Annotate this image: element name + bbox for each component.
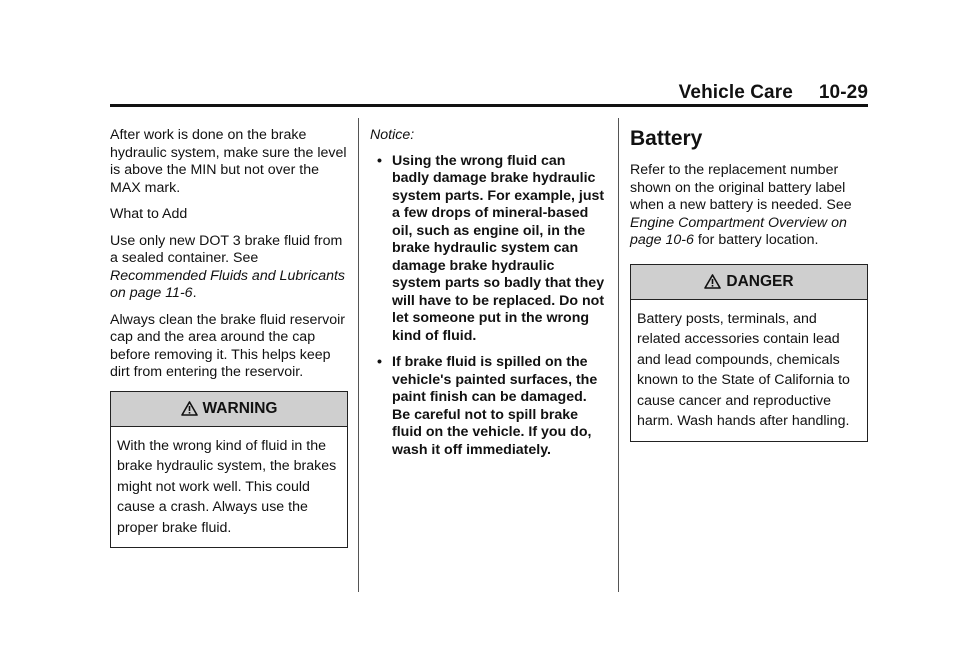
column-divider-2 [618, 118, 619, 592]
paragraph-battery-text: Refer to the replacement number shown on the original battery label when a new battery is needed. See [630, 162, 852, 213]
paragraph-dot3-end: . [192, 285, 197, 301]
paragraph-after-work: After work is done on the brake hydraulic system, make sure the level is above the MIN but not over the MAX mark. [110, 127, 347, 196]
bullet-icon: • [377, 152, 382, 169]
page-header [110, 82, 868, 104]
bullet-icon: • [377, 354, 382, 370]
column-divider-1 [358, 118, 359, 592]
notice-title: Notice: [370, 127, 415, 143]
warning-box [110, 391, 348, 549]
paragraph-battery-end: for battery location. [693, 232, 819, 248]
link-engine-compartment[interactable]: Engine Compartment Overview on page 10-6 [630, 214, 847, 248]
paragraph-clean-cap: Always clean the brake fluid reservoir cap and the area around the cap before removing it. This helps keep dirt from entering the reservoir. [110, 311, 345, 380]
list-item [370, 354, 606, 459]
link-recommended-fluids[interactable]: Recommended Fluids and Lubricants on page 11-6 [110, 267, 346, 301]
list-item-text: If brake fluid is spilled on the vehicle's painted surfaces, the paint finish can be damaged. Be careful not to spill brake fluid on the vehicle. If you do, wash it off immediately. [392, 354, 598, 458]
page-number: 10-29 [818, 82, 868, 103]
caution-triangle-icon [181, 401, 198, 416]
paragraph-dot3-text: Use only new DOT 3 brake fluid from a sealed container. See [110, 232, 343, 266]
notice-list [370, 153, 606, 460]
danger-header [631, 265, 867, 300]
warning-body: With the wrong kind of fluid in the brake hydraulic system, the brakes might not work well. This could cause a crash. Always use the proper brake fluid. [117, 437, 337, 536]
column-middle [370, 127, 606, 468]
battery-heading: Battery [630, 127, 703, 150]
column-right [630, 127, 868, 442]
header-rule [110, 104, 868, 107]
column-left [110, 127, 348, 548]
danger-box [630, 264, 868, 442]
warning-title: WARNING [202, 399, 278, 417]
danger-body: Battery posts, terminals, and related accessories contain lead and lead compounds, chemicals known to the State of California to cause cancer and reproductive harm. Wash hands after handling. [637, 310, 850, 429]
list-item-text: Using the wrong fluid can badly damage brake hydraulic system parts. For example, just a few drops of mineral-based oil, such as engine oil, in the brake hydraulic system can damage brake hydraulic system parts so badly that they will have to be replaced. Do not let someone put in the wrong kind of fluid. [392, 152, 605, 344]
list-item [370, 153, 606, 346]
danger-title: DANGER [726, 272, 794, 290]
paragraph-battery [630, 162, 868, 250]
heading-what-to-add: What to Add [110, 206, 188, 222]
caution-triangle-icon [704, 274, 721, 289]
section-title: Vehicle Care [678, 82, 793, 103]
warning-header [111, 392, 347, 427]
paragraph-dot3 [110, 233, 348, 303]
